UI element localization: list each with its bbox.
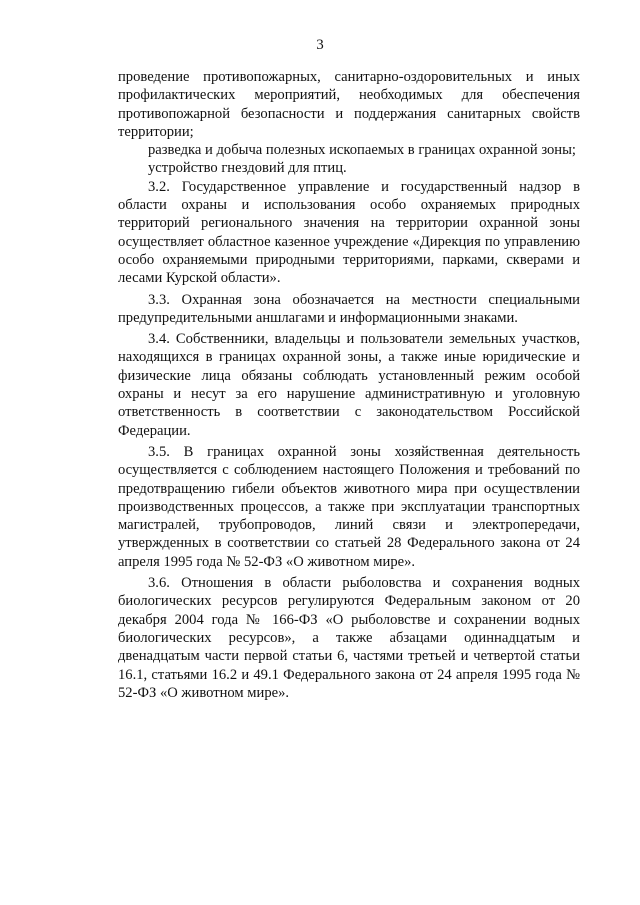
paragraph-3-6: 3.6. Отношения в области рыболовства и сохранения водных биологических ресурсов регулируются Федеральным законом от 20 декабря 2004 года № 166-ФЗ «О рыболовстве и сохранении водных биологических ресурсов», а также абзацами одиннадцатым и двенадцатым части первой статьи 6, частями третьей и четвертой статьи 16.1, статьями 16.2 и 49.1 Федерального закона от 24 апреля 1995 года № 52-ФЗ «О животном мире». <box>118 575 580 701</box>
paragraph-3-3: 3.3. Охранная зона обозначается на местности специальными предупредительными аншлагами и информационными знаками. <box>118 291 580 326</box>
paragraph-3-4: 3.4. Собственники, владельцы и пользователи земельных участков, находящихся в границах охранной зоны, а также иные юридические и физические лица обязаны соблюдать установленный режим особой охраны и несут за его нарушение административную и уголовную ответственность в соответствии с законодательством Российской Федерации. <box>118 331 580 439</box>
page-number: 3 <box>316 37 324 53</box>
paragraph-bird-nesting: устройство гнездовий для птиц. <box>148 160 347 177</box>
document-body <box>118 68 580 702</box>
paragraph-3-2: 3.2. Государственное управление и государственный надзор в области охраны и использования особо охраняемых природных территорий регионального значения на территории охранной зоны осуществляет областное казенное учреждение «Дирекция по управлению особо охраняемыми природными территориями, парками, скверами и лесами Курской области». <box>118 178 580 287</box>
paragraph-3-5: 3.5. В границах охранной зоны хозяйственная деятельность осуществляется с соблюдением настоящего Положения и требований по предотвращению гибели объектов животного мира при осуществлении производственных процессов, а также при эксплуатации транспортных магистралей, трубопроводов, линий связи и электропередачи, утвержденных в соответствии со статьей 28 Федерального закона от 24 апреля 1995 года № 52-ФЗ «О животном мире». <box>118 443 580 570</box>
paragraph-fire-safety-measures: проведение противопожарных, санитарно-оздоровительных и иных профилактических мероприятий, необходимых для обеспечения противопожарной безопасности и поддержания санитарных свойств территории; <box>118 69 580 140</box>
paragraph-mining: разведка и добыча полезных ископаемых в границах охранной зоны; <box>148 142 576 159</box>
